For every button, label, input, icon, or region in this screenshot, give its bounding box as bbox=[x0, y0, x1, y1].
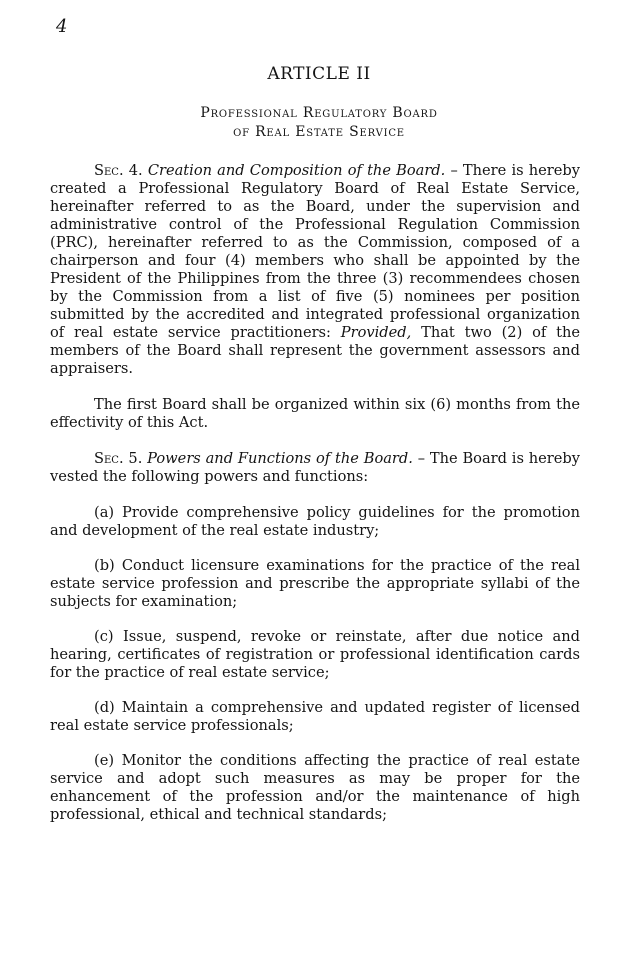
function-item-c: (c) Issue, suspend, revoke or reinstate, after due notice and hearing, certificates of registration or professional identification cards for the practice of real estate service; bbox=[50, 628, 580, 681]
section-4-proviso: Provided, bbox=[340, 324, 412, 341]
function-item-e: (e) Monitor the conditions affecting the practice of real estate service and adopt such measures as may be proper for the enhancement of the profession and/or the maintenance of high professional, ethical and technical standards; bbox=[50, 752, 580, 823]
section-4-label: Sec. 4. bbox=[94, 162, 143, 179]
article-title: ARTICLE II bbox=[267, 64, 371, 84]
board-title-line-1: Professional Regulatory Board bbox=[200, 105, 438, 121]
section-4-second-paragraph: The first Board shall be organized within six (6) months from the effectivity of this Act. bbox=[50, 396, 580, 431]
document-body bbox=[50, 162, 580, 841]
section-5-paragraph bbox=[50, 450, 580, 486]
function-item-d: (d) Maintain a comprehensive and updated register of licensed real estate service professionals; bbox=[50, 699, 580, 734]
function-item-b: (b) Conduct licensure examinations for the practice of the real estate service profession and prescribe the appropriate syllabi of the subjects for examination; bbox=[50, 557, 580, 610]
section-4-title: Creation and Composition of the Board. bbox=[147, 162, 446, 179]
page-number: 4 bbox=[56, 16, 68, 37]
section-4-paragraph bbox=[50, 162, 580, 378]
board-title bbox=[0, 104, 638, 142]
section-4-text-a: – There is hereby created a Professional Regulatory Board of Real Estate Service, hereinafter referred to as the Board, under the supervision and administrative control of the Professional Regulation Commission (PRC), hereinafter referred to as the Commission, composed of a chairperson and four (4) members who shall be appointed by the President of the Philippines from the three (3) recommendees chosen by the Commission from a list of five (5) nominees per position submitted by the accredited and integrated professional organization of real estate service practitioners: bbox=[50, 162, 580, 341]
section-5-label: Sec. 5. bbox=[94, 450, 143, 467]
section-4-text-b: That two (2) of the members of the Board shall represent the government assessors and appraisers. bbox=[50, 324, 581, 377]
section-5-title: Powers and Functions of the Board. bbox=[147, 450, 413, 467]
section-5-intro: – The Board is hereby vested the following powers and functions: bbox=[50, 450, 581, 485]
board-title-line-2: of Real Estate Service bbox=[233, 124, 405, 140]
function-item-a: (a) Provide comprehensive policy guidelines for the promotion and development of the real estate industry; bbox=[50, 504, 580, 539]
